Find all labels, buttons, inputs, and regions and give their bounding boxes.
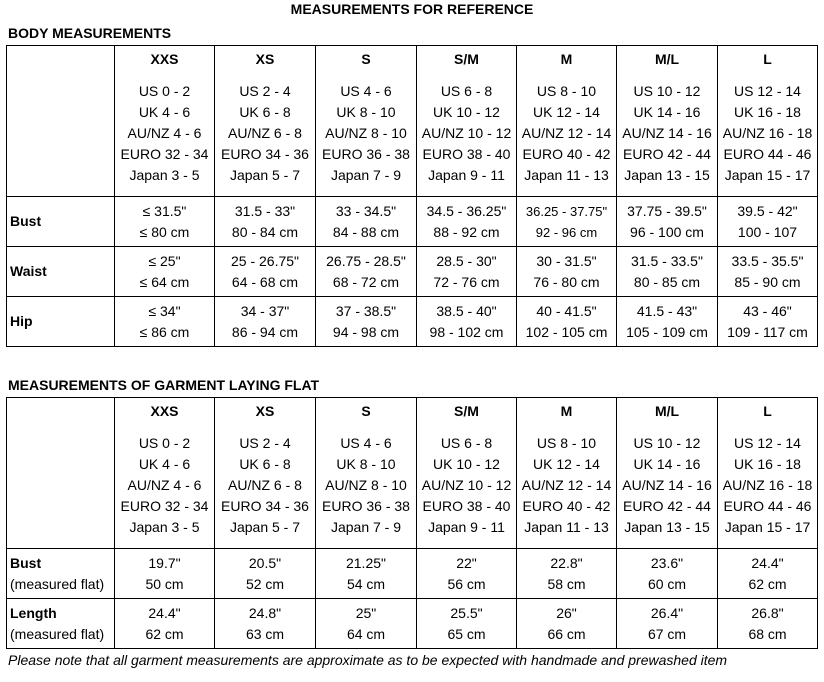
- measurement-cell: [417, 599, 517, 649]
- measurement-cell: [617, 247, 718, 297]
- measurement-inches: 41.5 - 43": [636, 302, 698, 319]
- measurement-cm: 64 - 68 cm: [231, 273, 299, 290]
- measurement-inches: 43 - 46": [743, 302, 792, 319]
- measurement-cell: [517, 599, 617, 649]
- size-euro: EURO 42 - 44: [623, 146, 711, 162]
- size-au-nz: AU/NZ 16 - 18: [722, 125, 813, 141]
- row-label-text: Bust: [10, 554, 42, 571]
- measurement-cell: [517, 549, 617, 599]
- size-column-header: [215, 398, 316, 549]
- measurement-inches: 19.7": [148, 554, 181, 571]
- size-au-nz: AU/NZ 10 - 12: [421, 125, 512, 141]
- measurement-cell: [517, 197, 617, 247]
- measurement-inches: 22": [456, 554, 477, 571]
- size-uk: UK 14 - 16: [633, 104, 701, 120]
- measurement-cell: [517, 297, 617, 347]
- size-us: US 2 - 4: [239, 435, 291, 451]
- size-us: US 6 - 8: [440, 435, 493, 451]
- disclaimer-note: Please note that all garment measurements are approximate as to be expected with handmade and prewashed item: [8, 652, 728, 668]
- size-us: US 8 - 10: [536, 83, 597, 99]
- measurement-cell: [115, 247, 215, 297]
- size-name: M/L: [654, 51, 680, 67]
- row-sublabel-text: (measured flat): [10, 575, 105, 592]
- size-us: US 12 - 14: [734, 435, 801, 451]
- measurement-inches: 24.8": [248, 604, 282, 621]
- measurement-cell: [617, 297, 718, 347]
- size-uk: UK 12 - 14: [533, 456, 600, 472]
- measurement-inches: 40 - 41.5": [536, 302, 597, 319]
- measurement-cm: 86 - 94 cm: [231, 323, 299, 340]
- size-euro: EURO 38 - 40: [422, 146, 511, 162]
- measurement-inches: 34 - 37": [240, 302, 290, 319]
- size-uk: UK 16 - 18: [734, 456, 801, 472]
- measurement-cell: [718, 297, 818, 347]
- measurement-cm: 67 cm: [647, 625, 687, 642]
- size-euro: EURO 44 - 46: [723, 498, 812, 514]
- measurement-cm: 76 - 80 cm: [533, 273, 600, 290]
- size-us: US 4 - 6: [340, 435, 392, 451]
- measurement-inches: 26.4": [650, 604, 684, 621]
- corner-cell: [7, 398, 115, 549]
- size-euro: EURO 42 - 44: [623, 498, 711, 514]
- measurement-cm: 60 cm: [647, 575, 687, 592]
- size-japan: Japan 15 - 17: [724, 167, 811, 183]
- size-au-nz: AU/NZ 6 - 8: [228, 125, 302, 141]
- measurement-cm: ≤ 80 cm: [139, 223, 190, 240]
- row-label: [7, 197, 115, 247]
- size-au-nz: AU/NZ 10 - 12: [421, 477, 512, 493]
- size-name: S/M: [454, 403, 479, 419]
- size-uk: UK 14 - 16: [633, 456, 701, 472]
- row-label-text: Waist: [10, 263, 47, 279]
- size-euro: EURO 36 - 38: [322, 146, 410, 162]
- size-au-nz: AU/NZ 12 - 14: [521, 477, 612, 493]
- measurement-cell: [215, 297, 316, 347]
- measurement-cm: 52 cm: [245, 575, 285, 592]
- measurement-inches: 37 - 38.5": [335, 302, 397, 319]
- measurement-cell: [316, 197, 417, 247]
- size-us: US 12 - 14: [734, 83, 801, 99]
- size-uk: UK 8 - 10: [336, 104, 396, 120]
- size-name: S: [361, 403, 371, 419]
- measurement-inches: 33.5 - 35.5": [731, 252, 804, 269]
- size-japan: Japan 13 - 15: [624, 167, 710, 183]
- size-name: XS: [255, 403, 275, 419]
- measurement-cm: 58 cm: [547, 575, 586, 592]
- measurement-inches: 36.25 - 37.75": [525, 203, 608, 219]
- size-column-header: [718, 398, 818, 549]
- measurement-cm: 96 - 100 cm: [630, 223, 704, 240]
- size-au-nz: AU/NZ 8 - 10: [325, 477, 407, 493]
- size-japan: Japan 3 - 5: [129, 519, 200, 535]
- size-au-nz: AU/NZ 14 - 16: [622, 125, 712, 141]
- measurement-cell: [417, 549, 517, 599]
- size-us: US 0 - 2: [138, 83, 191, 99]
- measurement-cell: [316, 297, 417, 347]
- measurement-inches: 34.5 - 36.25": [426, 202, 507, 219]
- measurement-inches: 23.6": [650, 554, 684, 571]
- measurement-cm: 105 - 109 cm: [626, 323, 708, 340]
- size-name: L: [763, 403, 772, 419]
- measurement-cell: [115, 549, 215, 599]
- size-euro: EURO 34 - 36: [221, 146, 309, 162]
- measurement-cm: 100 - 107: [737, 223, 798, 240]
- size-japan: Japan 5 - 7: [229, 519, 301, 535]
- measurement-cm: 102 - 105 cm: [525, 323, 608, 340]
- size-japan: Japan 15 - 17: [724, 519, 811, 535]
- measurement-inches: 37.75 - 39.5": [627, 202, 707, 219]
- measurement-inches: 25 - 26.75": [230, 252, 300, 269]
- size-japan: Japan 11 - 13: [524, 167, 609, 183]
- body-measurements-table: [6, 45, 818, 347]
- size-us: US 2 - 4: [239, 83, 291, 99]
- size-uk: UK 4 - 6: [138, 104, 191, 120]
- measurement-cell: [215, 549, 316, 599]
- measurement-cell: [718, 197, 818, 247]
- measurement-inches: 31.5 - 33.5": [631, 252, 703, 269]
- size-japan: Japan 11 - 13: [524, 519, 609, 535]
- size-name: S: [361, 51, 371, 67]
- size-us: US 8 - 10: [536, 435, 597, 451]
- size-column-header: [517, 398, 617, 549]
- page-title: MEASUREMENTS FOR REFERENCE: [290, 1, 534, 17]
- size-uk: UK 10 - 12: [433, 456, 500, 472]
- measurement-cell: [215, 247, 316, 297]
- table-row: [7, 247, 818, 297]
- size-japan: Japan 9 - 11: [428, 519, 505, 535]
- size-column-header: [115, 398, 215, 549]
- size-name: M: [560, 403, 573, 419]
- garment-measurements-heading: MEASUREMENTS OF GARMENT LAYING FLAT: [8, 377, 320, 393]
- size-uk: UK 16 - 18: [734, 104, 801, 120]
- size-column-header: [617, 398, 718, 549]
- measurement-cm: 85 - 90 cm: [734, 273, 801, 290]
- size-au-nz: AU/NZ 8 - 10: [325, 125, 407, 141]
- measurement-cell: [115, 297, 215, 347]
- measurement-cm: 109 - 117 cm: [727, 323, 808, 340]
- size-name: L: [763, 51, 772, 67]
- measurement-cell: [617, 599, 718, 649]
- measurement-cell: [718, 549, 818, 599]
- table-row: [7, 549, 818, 599]
- measurement-inches: 25.5": [450, 604, 483, 621]
- measurement-inches: ≤ 25": [148, 252, 181, 269]
- size-column-header: [215, 46, 316, 197]
- measurement-inches: ≤ 34": [148, 302, 181, 319]
- size-name: XS: [255, 51, 275, 67]
- table-row: [7, 297, 818, 347]
- size-column-header: [115, 46, 215, 197]
- measurement-cm: 94 - 98 cm: [332, 323, 400, 340]
- size-header-row: [7, 46, 818, 197]
- size-name: XXS: [150, 51, 179, 67]
- measurement-cm: 88 - 92 cm: [433, 223, 500, 240]
- measurement-inches: 21.25": [345, 554, 386, 571]
- size-euro: EURO 32 - 34: [120, 146, 209, 162]
- measurement-cell: [417, 297, 517, 347]
- measurement-inches: 26.75 - 28.5": [326, 252, 406, 269]
- table-row: [7, 197, 818, 247]
- size-column-header: [617, 46, 718, 197]
- size-euro: EURO 32 - 34: [120, 498, 209, 514]
- measurement-cm: 80 - 85 cm: [633, 273, 701, 290]
- size-us: US 0 - 2: [138, 435, 191, 451]
- size-euro: EURO 38 - 40: [422, 498, 511, 514]
- measurement-cm: 80 - 84 cm: [231, 223, 299, 240]
- size-japan: Japan 5 - 7: [229, 167, 301, 183]
- measurement-inches: 28.5 - 30": [436, 252, 497, 269]
- measurement-cell: [718, 247, 818, 297]
- size-euro: EURO 34 - 36: [221, 498, 309, 514]
- measurement-inches: 24.4": [148, 604, 181, 621]
- measurement-cm: 54 cm: [346, 575, 386, 592]
- size-au-nz: AU/NZ 4 - 6: [127, 477, 202, 493]
- measurement-inches: 33 - 34.5": [335, 202, 397, 219]
- size-us: US 6 - 8: [440, 83, 493, 99]
- measurement-cm: 68 - 72 cm: [332, 273, 400, 290]
- measurement-cm: ≤ 86 cm: [139, 323, 190, 340]
- size-uk: UK 12 - 14: [533, 104, 600, 120]
- measurement-cm: 62 cm: [145, 625, 184, 642]
- size-euro: EURO 40 - 42: [522, 498, 611, 514]
- size-name: M/L: [654, 403, 680, 419]
- measurement-cell: [115, 197, 215, 247]
- measurement-cell: [215, 599, 316, 649]
- row-label-text: Length: [10, 604, 57, 621]
- measurement-cell: [517, 247, 617, 297]
- measurement-cm: 92 - 96 cm: [535, 224, 598, 240]
- measurement-inches: 24.4": [751, 554, 784, 571]
- row-sublabel-text: (measured flat): [10, 625, 105, 642]
- row-label: [7, 599, 115, 649]
- size-name: M: [560, 51, 573, 67]
- measurement-cm: 72 - 76 cm: [433, 273, 500, 290]
- corner-cell: [7, 46, 115, 197]
- row-label-text: Bust: [10, 213, 42, 229]
- size-column-header: [417, 46, 517, 197]
- measurement-cell: [115, 599, 215, 649]
- size-column-header: [417, 398, 517, 549]
- measurement-cell: [316, 549, 417, 599]
- measurement-cell: [417, 247, 517, 297]
- size-uk: UK 4 - 6: [138, 456, 191, 472]
- size-us: US 10 - 12: [633, 83, 701, 99]
- size-us: US 10 - 12: [633, 435, 701, 451]
- measurement-cm: 63 cm: [245, 625, 285, 642]
- measurement-cm: ≤ 64 cm: [139, 273, 190, 290]
- measurement-inches: 26.8": [751, 604, 784, 621]
- body-measurements-heading: BODY MEASUREMENTS: [8, 25, 172, 41]
- measurement-inches: 31.5 - 33": [234, 202, 296, 219]
- measurement-cell: [215, 197, 316, 247]
- size-japan: Japan 3 - 5: [129, 167, 200, 183]
- measurement-cell: [316, 247, 417, 297]
- measurement-cell: [718, 599, 818, 649]
- size-uk: UK 6 - 8: [239, 456, 291, 472]
- measurement-cm: 56 cm: [447, 575, 486, 592]
- size-japan: Japan 13 - 15: [624, 519, 710, 535]
- measurement-inches: 25": [355, 604, 377, 621]
- size-euro: EURO 36 - 38: [322, 498, 410, 514]
- size-uk: UK 6 - 8: [239, 104, 291, 120]
- measurement-cell: [417, 197, 517, 247]
- size-us: US 4 - 6: [340, 83, 392, 99]
- size-name: XXS: [150, 403, 179, 419]
- size-euro: EURO 40 - 42: [522, 146, 611, 162]
- measurement-inches: 39.5 - 42": [737, 202, 798, 219]
- measurement-inches: 20.5": [248, 554, 282, 571]
- size-column-header: [316, 46, 417, 197]
- size-column-header: [517, 46, 617, 197]
- size-name: S/M: [454, 51, 479, 67]
- size-euro: EURO 44 - 46: [723, 146, 812, 162]
- measurement-inches: 22.8": [550, 554, 583, 571]
- row-label: [7, 549, 115, 599]
- size-header-row: [7, 398, 818, 549]
- size-uk: UK 8 - 10: [336, 456, 396, 472]
- measurement-cm: 98 - 102 cm: [429, 323, 504, 340]
- size-column-header: [718, 46, 818, 197]
- size-au-nz: AU/NZ 6 - 8: [228, 477, 302, 493]
- measurement-inches: 26": [556, 604, 577, 621]
- size-au-nz: AU/NZ 14 - 16: [622, 477, 712, 493]
- row-label-text: Hip: [10, 313, 33, 329]
- measurement-inches: 30 - 31.5": [536, 252, 597, 269]
- measurement-inches: 38.5 - 40": [436, 302, 497, 319]
- measurement-cell: [617, 549, 718, 599]
- measurement-cell: [617, 197, 718, 247]
- measurement-cm: 64 cm: [346, 625, 386, 642]
- measurement-cm: 84 - 88 cm: [332, 223, 400, 240]
- row-label: [7, 247, 115, 297]
- measurement-cell: [316, 599, 417, 649]
- size-au-nz: AU/NZ 4 - 6: [127, 125, 202, 141]
- measurement-cm: 68 cm: [748, 625, 787, 642]
- measurement-cm: 66 cm: [547, 625, 586, 642]
- table-row: [7, 599, 818, 649]
- size-uk: UK 10 - 12: [433, 104, 500, 120]
- measurement-cm: 65 cm: [447, 625, 486, 642]
- garment-measurements-table: [6, 397, 818, 649]
- measurement-cm: 62 cm: [748, 575, 787, 592]
- size-japan: Japan 7 - 9: [330, 519, 402, 535]
- row-label: [7, 297, 115, 347]
- size-japan: Japan 9 - 11: [428, 167, 505, 183]
- measurement-cm: 50 cm: [145, 575, 184, 592]
- size-column-header: [316, 398, 417, 549]
- size-au-nz: AU/NZ 12 - 14: [521, 125, 612, 141]
- measurement-inches: ≤ 31.5": [142, 202, 187, 219]
- size-japan: Japan 7 - 9: [330, 167, 402, 183]
- size-au-nz: AU/NZ 16 - 18: [722, 477, 813, 493]
